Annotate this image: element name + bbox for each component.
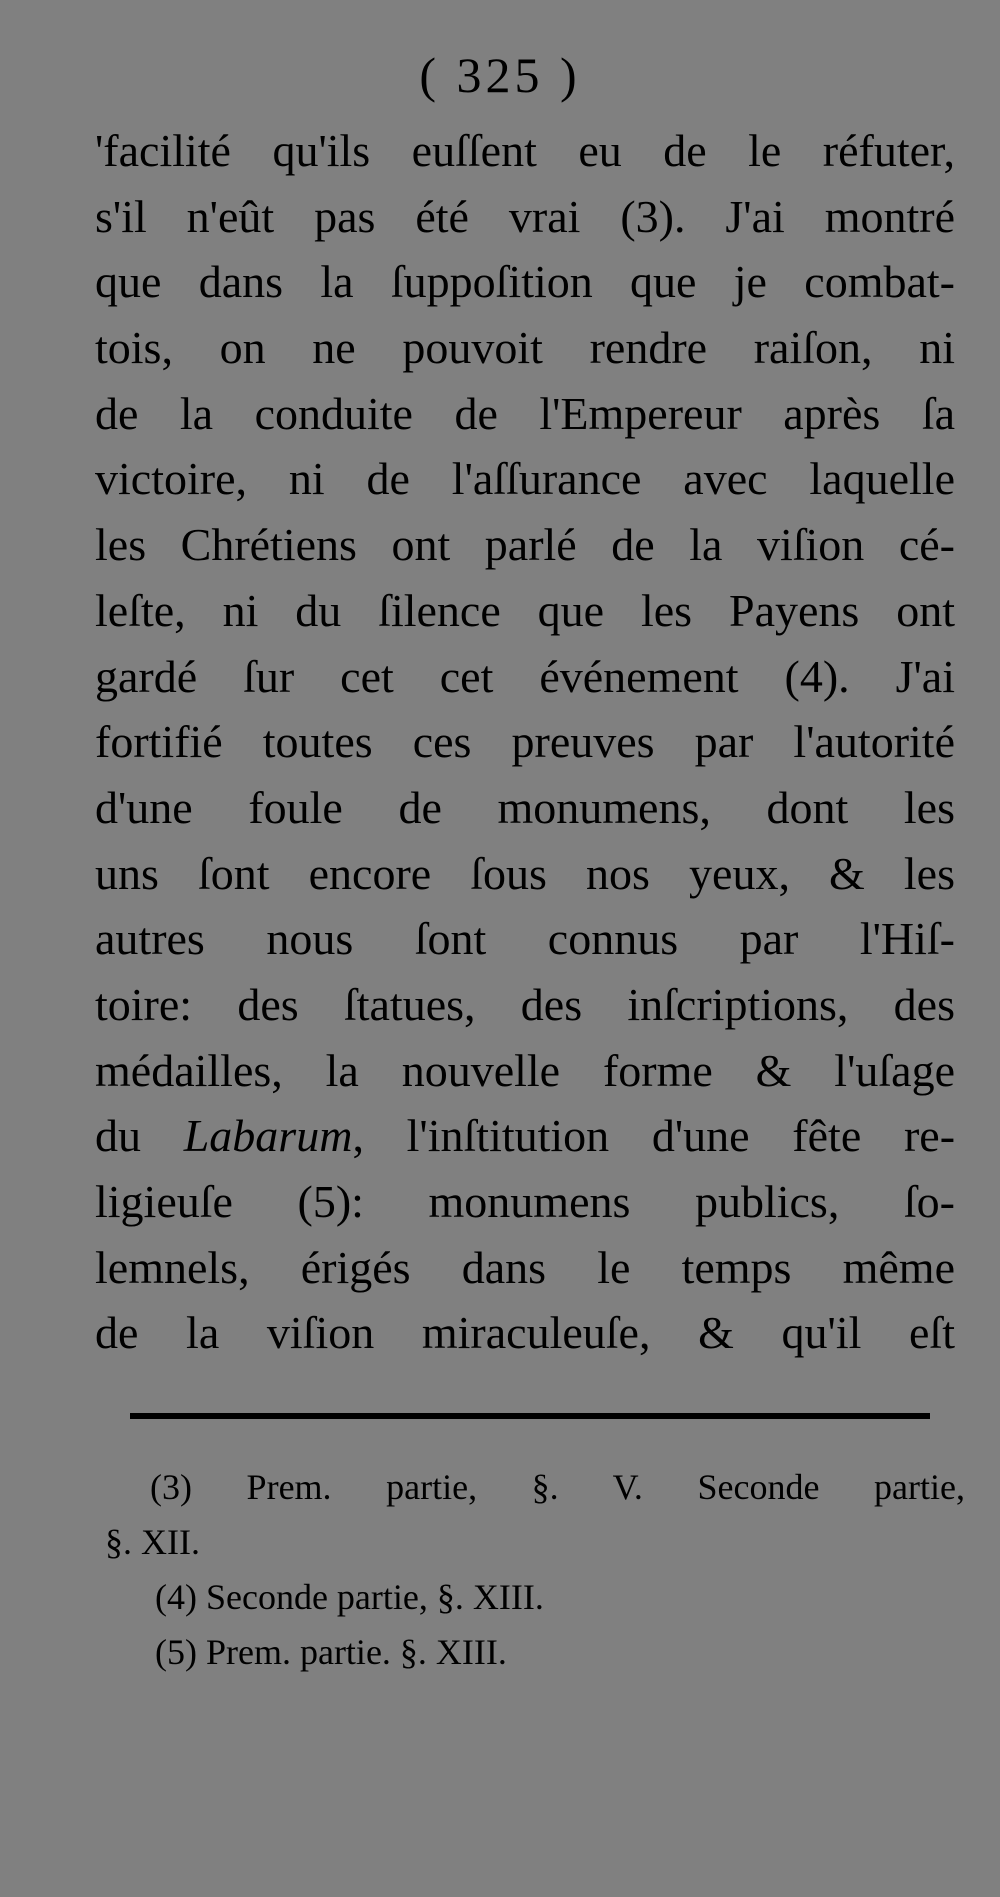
body-line-16: [95, 1103, 955, 1169]
body-line-18: lemnels, érigés dans le temps même: [95, 1241, 955, 1293]
body-line-16-prefix: du: [95, 1110, 184, 1162]
body-line-15: médailles, la nouvelle forme & l'uſage: [95, 1044, 955, 1096]
footnotes: [105, 1460, 965, 1680]
body-line-6: victoire, ni de l'aſſurance avec laquelle: [95, 453, 955, 505]
body-line-5: de la conduite de l'Empereur après ſa: [95, 387, 955, 439]
labarum-italic: Labarum: [183, 1110, 353, 1162]
body-line-3: que dans la ſuppoſition que je combat-: [95, 256, 955, 308]
body-line-13: autres nous ſont connus par l'Hiſ-: [95, 913, 955, 965]
body-line-7: les Chrétiens ont parlé de la viſion cé-: [95, 519, 955, 571]
body-line-1: 'facilité qu'ils euſſent eu de le réfuter,: [95, 125, 955, 176]
body-line-2: s'il n'eût pas été vrai (3). J'ai montré: [95, 190, 955, 242]
body-line-11: d'une foule de monumens, dont les: [95, 781, 955, 833]
body-line-12: uns ſont encore ſous nos yeux, & les: [95, 847, 955, 899]
footnote-3-line-1: (3) Prem. partie, §. V. Seconde partie,: [150, 1467, 965, 1507]
body-line-14: toire: des ſtatues, des inſcriptions, des: [95, 978, 955, 1030]
body-line-10: fortifié toutes ces preuves par l'autorité: [95, 716, 955, 768]
body-line-9: gardé ſur cet cet événement (4). J'ai: [95, 650, 955, 702]
body-line-4: tois, on ne pouvoit rendre raiſon, ni: [95, 322, 955, 374]
page-number: ( 325 ): [419, 47, 581, 103]
body-line-19: de la viſion miraculeuſe, & qu'il eſt: [95, 1307, 955, 1359]
footnote-5: (5) Prem. partie. §. XIII.: [155, 1632, 507, 1672]
body-line-17: ligieuſe (5): monumens publics, ſo-: [95, 1176, 955, 1227]
footnote-3-line-2: §. XII.: [105, 1522, 200, 1562]
body-text: [95, 118, 955, 1366]
body-line-16-sep: ,: [352, 1110, 407, 1162]
footnote-4: (4) Seconde partie, §. XIII.: [155, 1577, 544, 1617]
body-line-8: leſte, ni du ſilence que les Payens ont: [95, 584, 955, 636]
body-line-16-rest: l'inſtitution d'une fête re-: [406, 1110, 956, 1162]
footnote-divider: [130, 1413, 930, 1419]
